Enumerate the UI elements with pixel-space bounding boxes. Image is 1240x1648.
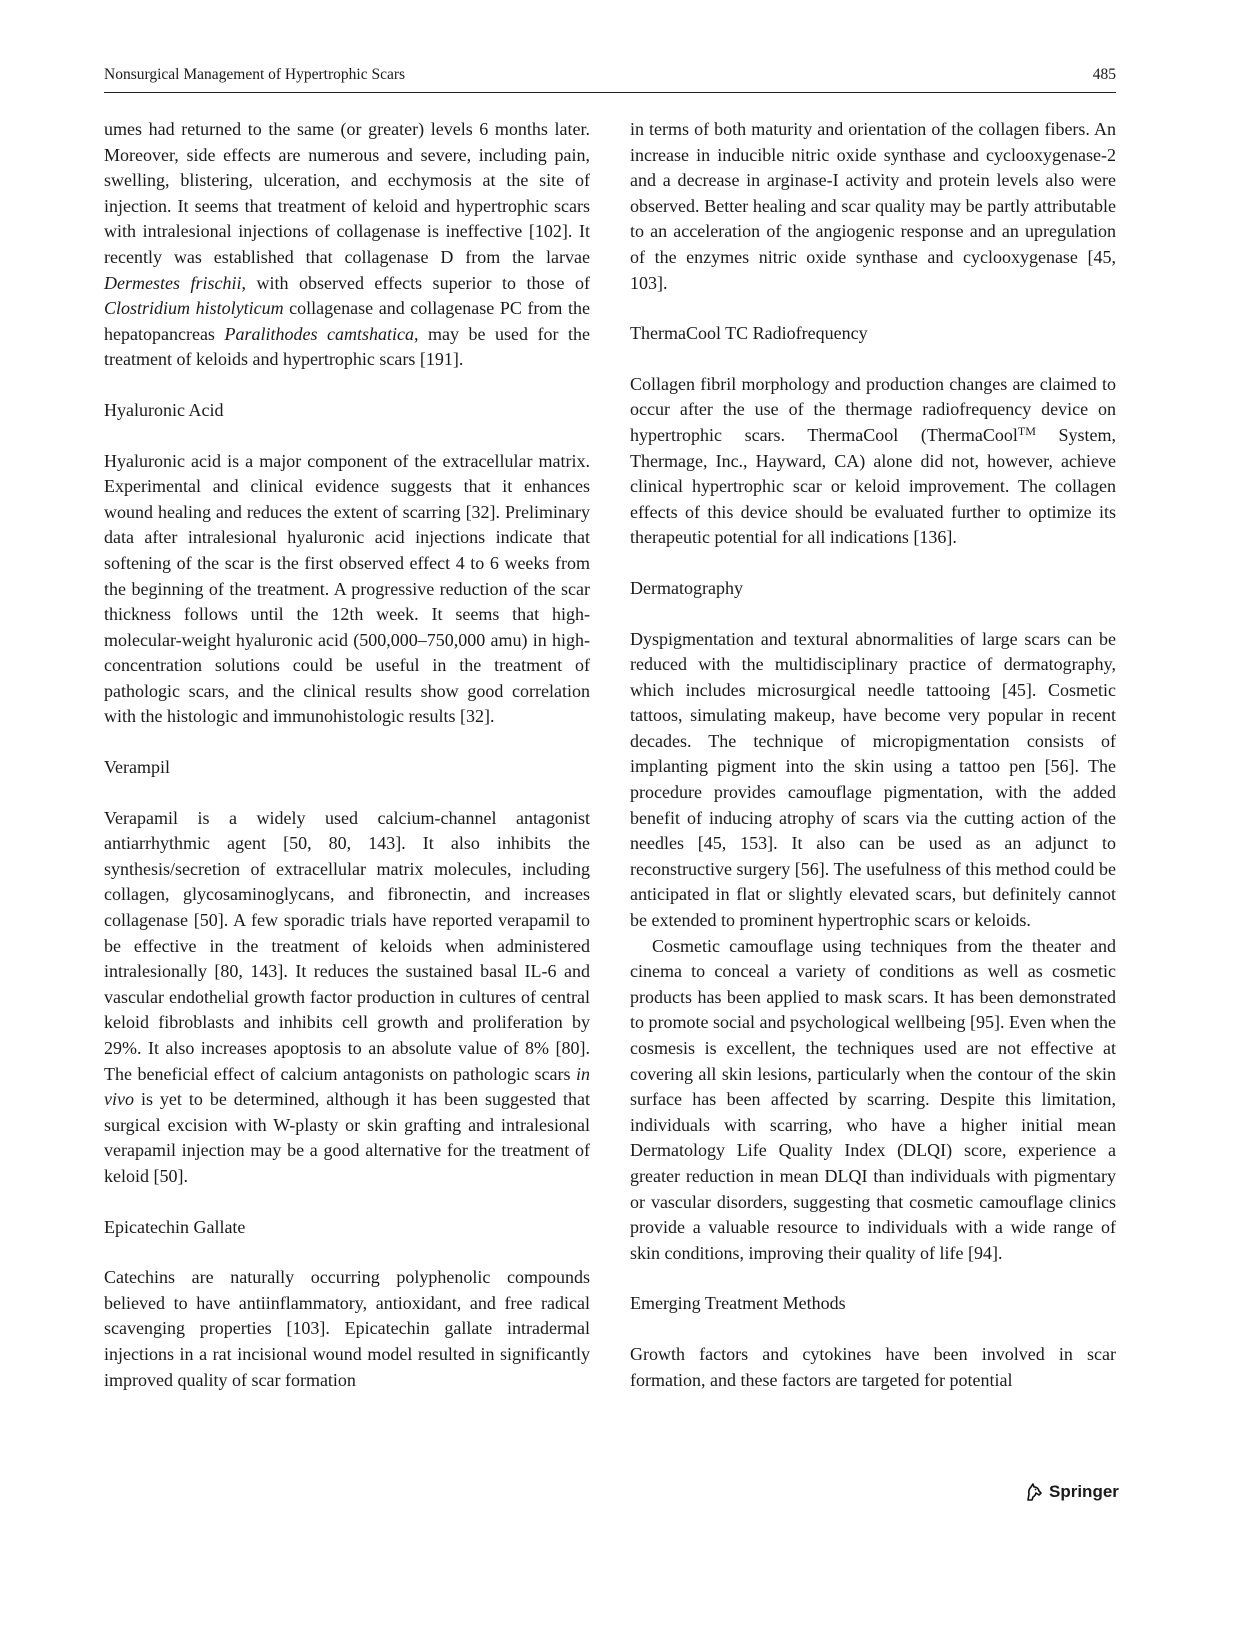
section-heading-epicatechin-gallate: Epicatechin Gallate — [104, 1216, 246, 1237]
italic-run: Clostridium histolyticum — [104, 298, 284, 319]
paragraph — [630, 627, 1116, 934]
text-run: Collagen fibril morphology and production changes are claimed to occur after the use of the thermage radiofrequency device on hypertrophic scars. ThermaCool (ThermaCool — [630, 373, 1116, 445]
paragraph — [630, 117, 1116, 296]
left-column — [104, 117, 590, 1393]
text-run: System, Thermage, Inc., Hayward, CA) alone did not, however, achieve clinical hypertrophic scar or keloid improvement. The collagen effects of this device should be evaluated further to optimize its therapeutic potential for all indications [136]. — [630, 424, 1116, 548]
section-heading-thermacool: ThermaCool TC Radiofrequency — [630, 323, 868, 344]
paragraph — [104, 449, 590, 731]
text-run: , with observed effects superior to those of — [241, 272, 591, 293]
paragraph — [104, 1265, 590, 1393]
text-run: Dyspigmentation and textural abnormalities of large scars can be reduced with the multidisciplinary practice of dermatography, which includes microsurgical needle tattooing [45]. Cosmetic tattoos, simulating makeup, have become very popular in recent decades. The technique of micropigmentation consists of implanting pigment into the skin using a tattoo pen [56]. The procedure provides camouflage pigmentation, with the added benefit of inducing atrophy of scars via the cutting action of the needles [45, 153]. It also can be used as an adjunct to reconstructive surgery [56]. The usefulness of this method could be anticipated in flat or slightly elevated scars, but definitely cannot be extended to prominent hypertrophic scars or keloids. — [630, 628, 1116, 931]
section-heading-verampil: Verampil — [104, 757, 170, 778]
text-run: in terms of both maturity and orientation of the collagen fibers. An increase in inducible nitric oxide synthase and cyclooxygenase-2 and a decrease in arginase-I activity and protein levels also were observed. Better healing and scar quality may be partly attributable to an acceleration of the angiogenic response and an upregulation of the enzymes nitric oxide synthase and cyclooxygenase [45, 103]. — [630, 119, 1116, 293]
text-run: , may be used for the treatment of keloids and hypertrophic scars [191]. — [104, 323, 591, 370]
italic-run: Dermestes frischii — [104, 272, 242, 293]
italic-run: Paralithodes camtshatica — [224, 323, 414, 344]
paragraph — [630, 1342, 1116, 1393]
section-heading-emerging-treatment-methods: Emerging Treatment Methods — [630, 1293, 846, 1314]
text-run: Cosmetic camouflage using techniques from the theater and cinema to conceal a variety of conditions as well as cosmetic products has been applied to mask scars. It has been demonstrated to promote social and psychological wellbeing [95]. Even when the cosmesis is excellent, the techniques used are not effective at covering all skin lesions, particularly when the contour of the skin surface has been affected by scarring. Despite this limitation, individuals with scarring, who have a higher initial mean Dermatology Life Quality Index (DLQI) score, experience a greater reduction in mean DLQI than individuals with pigmentary or vascular disorders, suggesting that cosmetic camouflage clinics provide a valuable resource to individuals with a wide range of skin conditions, improving their quality of life [94]. — [630, 935, 1116, 1263]
springer-horse-icon — [1024, 1482, 1044, 1502]
running-title: Nonsurgical Management of Hypertrophic Scars — [104, 66, 406, 83]
text-run: umes had returned to the same (or greater) levels 6 months later. Moreover, side effects are numerous and severe, including pain, swelling, blistering, ulceration, and ecchymosis at the site of injection. It seems that treatment of keloid and hypertrophic scars with intralesional injections of collagenase is ineffective [102]. It recently was established that collagenase D from the larvae — [104, 119, 590, 267]
italic-run: in vivo — [104, 1063, 590, 1110]
section-heading-hyaluronic-acid: Hyaluronic Acid — [104, 399, 224, 420]
right-column — [630, 117, 1116, 1393]
section-heading-dermatography: Dermatography — [630, 577, 743, 598]
text-run: collagenase and collagenase PC from the hepatopancreas — [104, 298, 590, 344]
publisher-name: Springer — [1049, 1482, 1119, 1501]
text-run: is yet to be determined, although it has been suggested that surgical excision with W-plasty or skin grafting and intralesional verapamil injection may be a good alternative for the treatment of keloid [50]. — [104, 1089, 590, 1186]
paragraph — [630, 372, 1116, 551]
paragraph — [104, 806, 590, 1190]
text-run: Catechins are naturally occurring polyphenolic compounds believed to have antiinflammatory, antioxidant, and free radical scavenging properties [103]. Epicatechin gallate intradermal injections in a rat incisional wound model resulted in significantly improved quality of scar formation — [104, 1267, 590, 1390]
text-run: Hyaluronic acid is a major component of the extracellular matrix. Experimental and clinical evidence suggests that it enhances wound healing and reduces the extent of scarring [32]. Preliminary data after intralesional hyaluronic acid injections indicate that softening of the scar is the first observed effect 4 to 6 weeks from the beginning of the treatment. A progressive reduction of the scar thickness follows until the 12th week. It seems that high-molecular-weight hyaluronic acid (500,000–750,000 amu) in high-concentration solutions could be useful in the treatment of pathologic scars, and the clinical results show good correlation with the histologic and immunohistologic results [32]. — [104, 450, 590, 727]
text-run: Verapamil is a widely used calcium-channel antagonist antiarrhythmic agent [50, 80, 143]. It also inhibits the synthesis/secretion of extracellular matrix molecules, including collagen, glycosaminoglycans, and fibronectin, and increases collagenase [50]. A few sporadic trials have reported verapamil to be effective in the treatment of keloids when administered intralesionally [80, 143]. It reduces the sustained basal IL-6 and vascular endothelial growth factor production in cultures of central keloid fibroblasts and inhibits cell growth and proliferation by 29%. It also increases apoptosis to an absolute value of 8% [80]. The beneficial effect of calcium antagonists on pathologic scars — [104, 807, 590, 1084]
paragraph — [104, 117, 590, 373]
running-header — [104, 66, 1116, 93]
text-run: Growth factors and cytokines have been involved in scar formation, and these factors are targeted for potential — [630, 1343, 1116, 1390]
publisher-footer — [1024, 1482, 1119, 1502]
paragraph — [630, 934, 1116, 1267]
page-number: 485 — [1092, 66, 1116, 83]
superscript-run: TM — [1017, 423, 1036, 438]
